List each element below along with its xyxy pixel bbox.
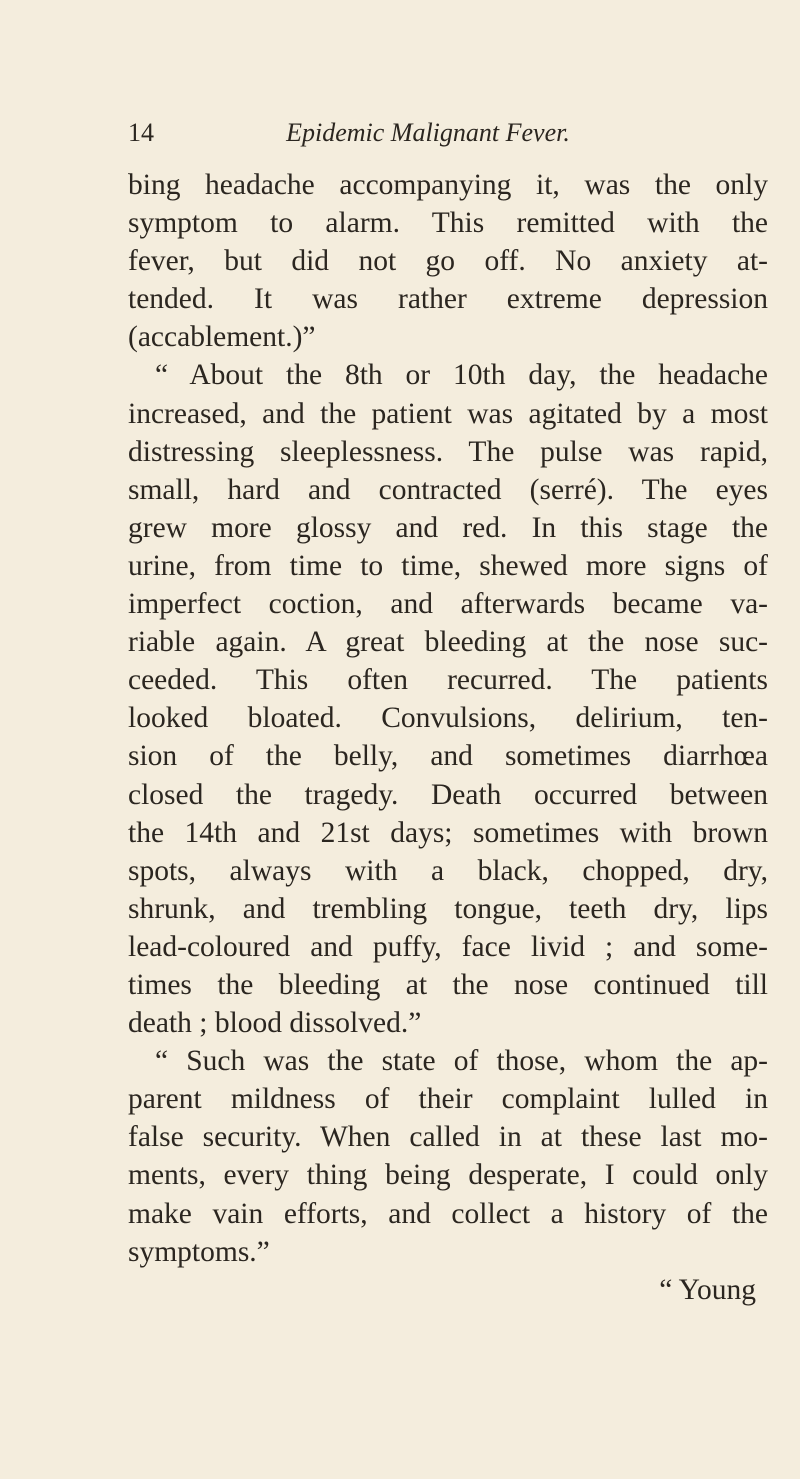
page-number: 14 [128,118,154,147]
text-line: small, hard and contracted (serré). The eyes [128,473,768,506]
page-header [128,118,768,158]
text-line: shrunk, and trembling tongue, teeth dry, lips [128,892,768,925]
text-line: (accablement.)” [128,321,316,354]
body-text [128,166,768,1309]
text-line: ments, every thing being desperate, I could only [128,1159,768,1192]
text-line: death ; blood dissolved.” [128,1007,422,1040]
text-line: fever, but did not go off. No anxiety at- [128,245,768,278]
text-line: increased, and the patient was agitated by a most [128,397,768,430]
text-line: riable again. A great bleeding at the nose suc- [128,626,768,659]
text-line: imperfect coction, and afterwards became va- [128,588,768,621]
text-line: false security. When called in at these last mo- [128,1121,768,1154]
text-line: make vain efforts, and collect a history of the [128,1197,768,1230]
text-line: closed the tragedy. Death occurred between [128,778,768,811]
text-line: the 14th and 21st days; sometimes with brown [128,816,768,849]
text-line: “ Such was the state of those, whom the ap- [155,1045,768,1078]
text-line: times the bleeding at the nose continued till [128,968,768,1001]
text-line: sion of the belly, and sometimes diarrhœa [128,740,768,773]
catchword: “ Young [659,1273,756,1306]
text-line: parent mildness of their complaint lulled in [128,1083,768,1116]
text-line: symptoms.” [128,1235,270,1268]
text-line: distressing sleeplessness. The pulse was rapid, [128,435,768,468]
text-line: “ About the 8th or 10th day, the headache [155,359,768,392]
text-line: symptom to alarm. This remitted with the [128,207,768,240]
text-line: urine, from time to time, shewed more signs of [128,549,768,582]
text-line: ceeded. This often recurred. The patients [128,664,768,697]
text-line: lead-coloured and puffy, face livid ; and some- [128,930,768,963]
text-line: looked bloated. Convulsions, delirium, ten- [128,702,768,735]
running-title: Epidemic Malignant Fever. [286,118,570,147]
text-line: bing headache accompanying it, was the only [128,169,768,201]
text-line: grew more glossy and red. In this stage the [128,511,768,544]
text-line: spots, always with a black, chopped, dry, [128,854,768,887]
text-line: tended. It was rather extreme depression [128,283,768,316]
